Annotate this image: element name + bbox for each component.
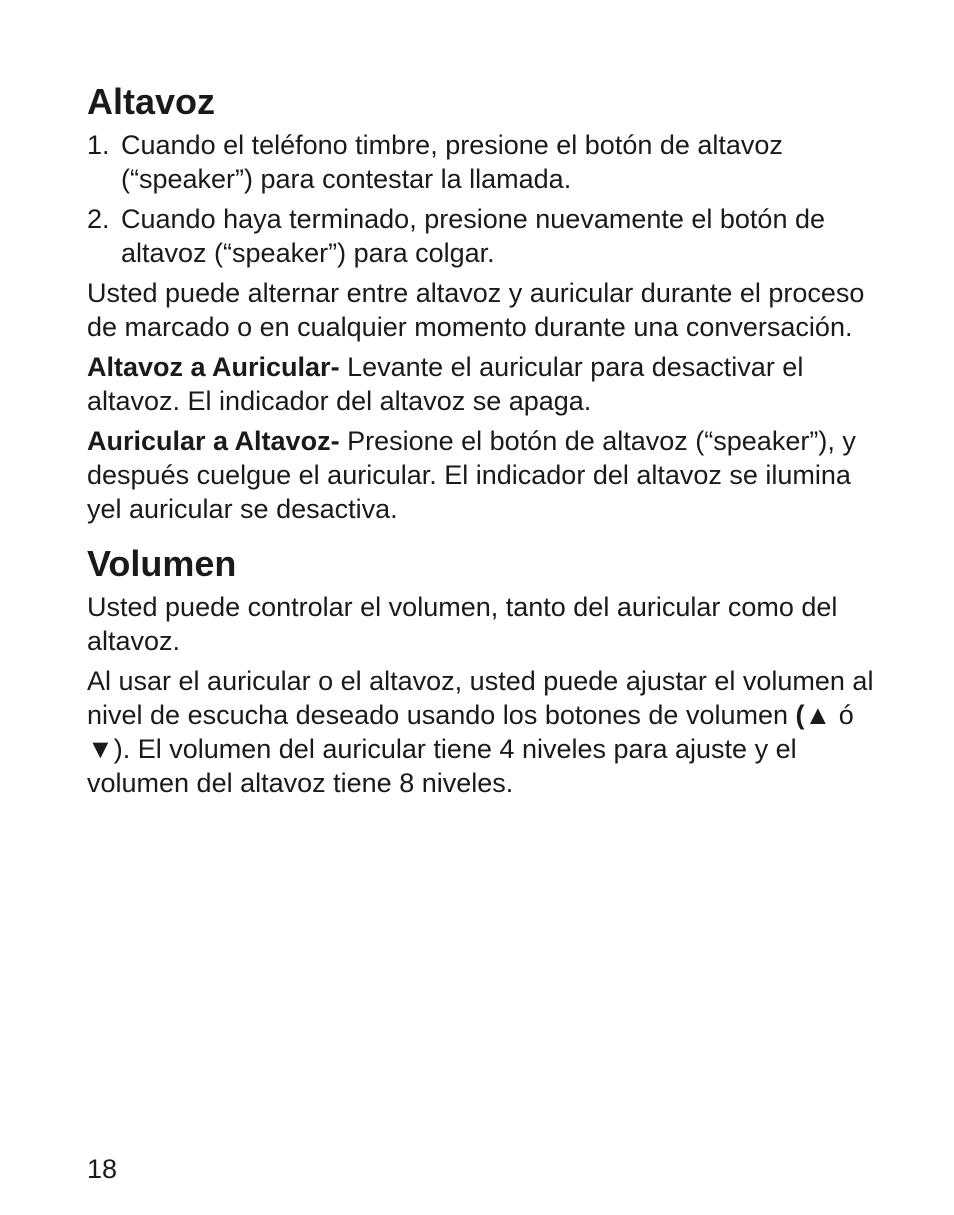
term-description: Levante el auricular para desactivar el altavoz. El indicador del altavoz se apaga. [87,352,804,416]
section-title-altavoz: Altavoz [87,81,216,122]
term-description: Presione el botón de altavoz (“speaker”), y después cuelgue el auricular. El indicador del altavoz se ilumina yel auricular se desactiva. [87,426,856,524]
term-label: Altavoz a Auricular- [87,352,340,382]
text-segment: ó [831,700,854,730]
step-number: 1. [87,130,110,160]
step-text: Cuando haya terminado, presione nuevamente el botón de altavoz (“speaker”) para colgar. [121,204,825,268]
text-segment: ). El volumen del auricular tiene 4 niveles para ajuste y el volumen del altavoz tiene 8 niveles. [87,734,797,798]
paragraph-volume-adjust [87,664,877,800]
section-title-volumen: Volumen [87,543,237,584]
list-item [87,202,877,270]
triangle-up-icon: ▲ [804,700,832,730]
term-label: Auricular a Altavoz- [87,426,340,456]
paragraph-handset-to-speaker [87,424,877,526]
steps-list [87,128,877,270]
paren-open: ( [795,700,805,730]
triangle-down-icon: ▼ [87,734,114,764]
list-item [87,128,877,196]
step-number: 2. [87,204,110,234]
manual-page [87,78,877,806]
text-segment: Al usar el auricular o el altavoz, usted puede ajustar el volumen al nivel de escucha deseado usando los botones de volumen [87,666,874,730]
paragraph-volume-control: Usted puede controlar el volumen, tanto del auricular como del altavoz. [87,592,838,656]
paragraph-alternate: Usted puede alternar entre altavoz y auricular durante el proceso de marcado o en cualquier momento durante una conversación. [87,278,865,342]
page-number: 18 [87,1154,118,1184]
step-text: Cuando el teléfono timbre, presione el botón de altavoz (“speaker”) para contestar la llamada. [121,130,783,194]
paragraph-speaker-to-handset [87,350,877,418]
